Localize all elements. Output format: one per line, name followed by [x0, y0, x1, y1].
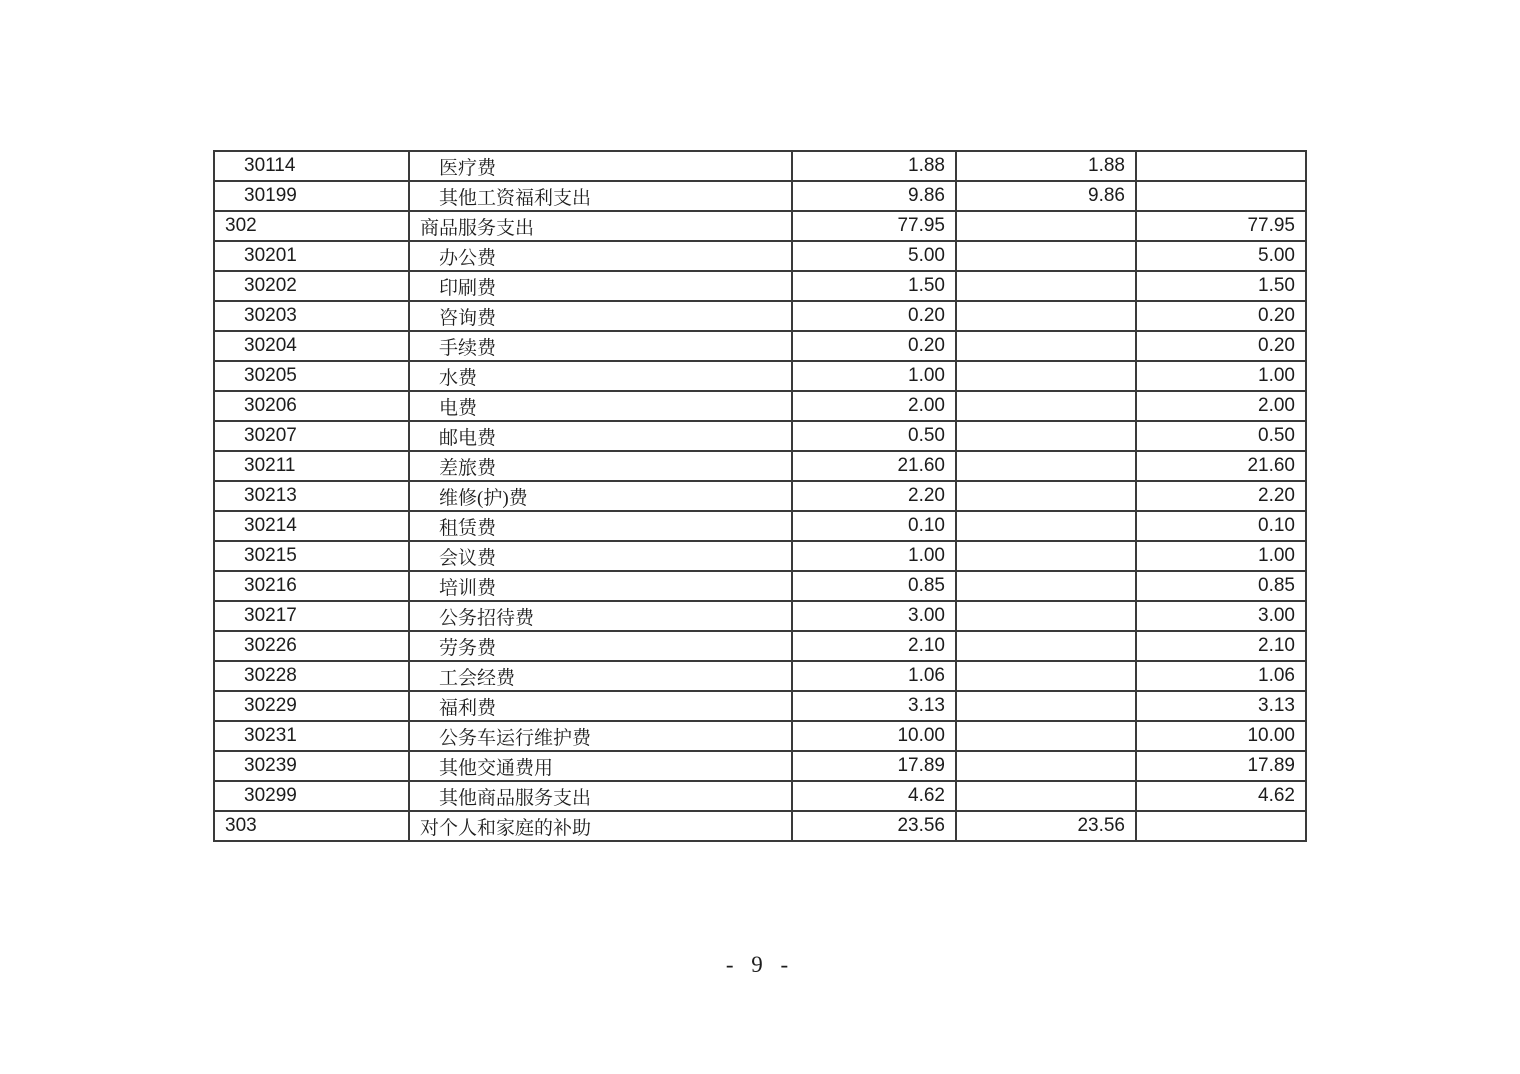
- code-cell: 30203: [214, 301, 409, 331]
- table-row: [214, 211, 1306, 241]
- code-cell: 30299: [214, 781, 409, 811]
- table-row: [214, 721, 1306, 751]
- value2-cell: [956, 571, 1136, 601]
- name-cell: 劳务费: [409, 631, 792, 661]
- table-row: [214, 601, 1306, 631]
- name-cell: 工会经费: [409, 661, 792, 691]
- table-row: [214, 241, 1306, 271]
- code-cell: 302: [214, 211, 409, 241]
- table-row: [214, 811, 1306, 841]
- code-cell: 30215: [214, 541, 409, 571]
- value3-cell: 2.10: [1136, 631, 1306, 661]
- table-row: [214, 661, 1306, 691]
- value1-cell: 1.06: [792, 661, 956, 691]
- value3-cell: 3.00: [1136, 601, 1306, 631]
- name-cell: 对个人和家庭的补助: [409, 811, 792, 841]
- value1-cell: 1.00: [792, 361, 956, 391]
- name-cell: 培训费: [409, 571, 792, 601]
- value1-cell: 0.20: [792, 331, 956, 361]
- value3-cell: [1136, 151, 1306, 181]
- code-cell: 30216: [214, 571, 409, 601]
- value3-cell: 5.00: [1136, 241, 1306, 271]
- value2-cell: 23.56: [956, 811, 1136, 841]
- value3-cell: 4.62: [1136, 781, 1306, 811]
- table-row: [214, 481, 1306, 511]
- name-cell: 其他商品服务支出: [409, 781, 792, 811]
- table-row: [214, 751, 1306, 781]
- code-cell: 30205: [214, 361, 409, 391]
- budget-table: [213, 150, 1307, 842]
- budget-table-container: [213, 150, 1305, 842]
- value3-cell: 1.00: [1136, 361, 1306, 391]
- name-cell: 福利费: [409, 691, 792, 721]
- table-row: [214, 151, 1306, 181]
- value2-cell: [956, 331, 1136, 361]
- value2-cell: [956, 481, 1136, 511]
- budget-table-body: [214, 151, 1306, 841]
- value2-cell: [956, 721, 1136, 751]
- value3-cell: 0.50: [1136, 421, 1306, 451]
- name-cell: 印刷费: [409, 271, 792, 301]
- value3-cell: 0.85: [1136, 571, 1306, 601]
- value1-cell: 0.85: [792, 571, 956, 601]
- value1-cell: 0.20: [792, 301, 956, 331]
- table-row: [214, 691, 1306, 721]
- value2-cell: [956, 751, 1136, 781]
- value1-cell: 3.13: [792, 691, 956, 721]
- value1-cell: 21.60: [792, 451, 956, 481]
- value3-cell: 0.10: [1136, 511, 1306, 541]
- value1-cell: 0.50: [792, 421, 956, 451]
- table-row: [214, 511, 1306, 541]
- name-cell: 公务招待费: [409, 601, 792, 631]
- value2-cell: [956, 631, 1136, 661]
- code-cell: 30202: [214, 271, 409, 301]
- code-cell: 30211: [214, 451, 409, 481]
- page-number: - 9 -: [725, 952, 795, 977]
- table-row: [214, 391, 1306, 421]
- name-cell: 会议费: [409, 541, 792, 571]
- value3-cell: 1.06: [1136, 661, 1306, 691]
- value3-cell: [1136, 181, 1306, 211]
- value2-cell: [956, 391, 1136, 421]
- table-row: [214, 421, 1306, 451]
- value1-cell: 4.62: [792, 781, 956, 811]
- name-cell: 租赁费: [409, 511, 792, 541]
- name-cell: 办公费: [409, 241, 792, 271]
- table-row: [214, 451, 1306, 481]
- code-cell: 30206: [214, 391, 409, 421]
- value1-cell: 2.20: [792, 481, 956, 511]
- code-cell: 30214: [214, 511, 409, 541]
- value3-cell: 0.20: [1136, 301, 1306, 331]
- value2-cell: [956, 361, 1136, 391]
- table-row: [214, 631, 1306, 661]
- code-cell: 30217: [214, 601, 409, 631]
- name-cell: 公务车运行维护费: [409, 721, 792, 751]
- value1-cell: 3.00: [792, 601, 956, 631]
- name-cell: 医疗费: [409, 151, 792, 181]
- value1-cell: 10.00: [792, 721, 956, 751]
- value3-cell: 10.00: [1136, 721, 1306, 751]
- value3-cell: 1.00: [1136, 541, 1306, 571]
- code-cell: 30229: [214, 691, 409, 721]
- value2-cell: [956, 421, 1136, 451]
- name-cell: 其他交通费用: [409, 751, 792, 781]
- value2-cell: 9.86: [956, 181, 1136, 211]
- code-cell: 30207: [214, 421, 409, 451]
- table-row: [214, 541, 1306, 571]
- value1-cell: 0.10: [792, 511, 956, 541]
- table-row: [214, 271, 1306, 301]
- name-cell: 电费: [409, 391, 792, 421]
- table-row: [214, 781, 1306, 811]
- code-cell: 30231: [214, 721, 409, 751]
- value3-cell: 2.20: [1136, 481, 1306, 511]
- name-cell: 商品服务支出: [409, 211, 792, 241]
- name-cell: 邮电费: [409, 421, 792, 451]
- value1-cell: 2.10: [792, 631, 956, 661]
- name-cell: 手续费: [409, 331, 792, 361]
- code-cell: 30213: [214, 481, 409, 511]
- name-cell: 水费: [409, 361, 792, 391]
- value3-cell: 77.95: [1136, 211, 1306, 241]
- value1-cell: 77.95: [792, 211, 956, 241]
- code-cell: 30226: [214, 631, 409, 661]
- table-row: [214, 571, 1306, 601]
- value2-cell: 1.88: [956, 151, 1136, 181]
- name-cell: 咨询费: [409, 301, 792, 331]
- value2-cell: [956, 211, 1136, 241]
- name-cell: 差旅费: [409, 451, 792, 481]
- value2-cell: [956, 451, 1136, 481]
- code-cell: 30239: [214, 751, 409, 781]
- code-cell: 303: [214, 811, 409, 841]
- value2-cell: [956, 661, 1136, 691]
- code-cell: 30114: [214, 151, 409, 181]
- value1-cell: 9.86: [792, 181, 956, 211]
- value2-cell: [956, 601, 1136, 631]
- table-row: [214, 331, 1306, 361]
- value2-cell: [956, 511, 1136, 541]
- table-row: [214, 181, 1306, 211]
- value2-cell: [956, 691, 1136, 721]
- value1-cell: 2.00: [792, 391, 956, 421]
- value3-cell: 1.50: [1136, 271, 1306, 301]
- value2-cell: [956, 781, 1136, 811]
- value1-cell: 1.88: [792, 151, 956, 181]
- value1-cell: 23.56: [792, 811, 956, 841]
- table-row: [214, 301, 1306, 331]
- value3-cell: 2.00: [1136, 391, 1306, 421]
- value3-cell: 0.20: [1136, 331, 1306, 361]
- value3-cell: 17.89: [1136, 751, 1306, 781]
- code-cell: 30199: [214, 181, 409, 211]
- table-row: [214, 361, 1306, 391]
- code-cell: 30201: [214, 241, 409, 271]
- value3-cell: 3.13: [1136, 691, 1306, 721]
- value2-cell: [956, 301, 1136, 331]
- value1-cell: 1.00: [792, 541, 956, 571]
- name-cell: 维修(护)费: [409, 481, 792, 511]
- value2-cell: [956, 541, 1136, 571]
- value3-cell: 21.60: [1136, 451, 1306, 481]
- code-cell: 30228: [214, 661, 409, 691]
- value3-cell: [1136, 811, 1306, 841]
- value2-cell: [956, 271, 1136, 301]
- value1-cell: 1.50: [792, 271, 956, 301]
- code-cell: 30204: [214, 331, 409, 361]
- value1-cell: 17.89: [792, 751, 956, 781]
- value1-cell: 5.00: [792, 241, 956, 271]
- value2-cell: [956, 241, 1136, 271]
- name-cell: 其他工资福利支出: [409, 181, 792, 211]
